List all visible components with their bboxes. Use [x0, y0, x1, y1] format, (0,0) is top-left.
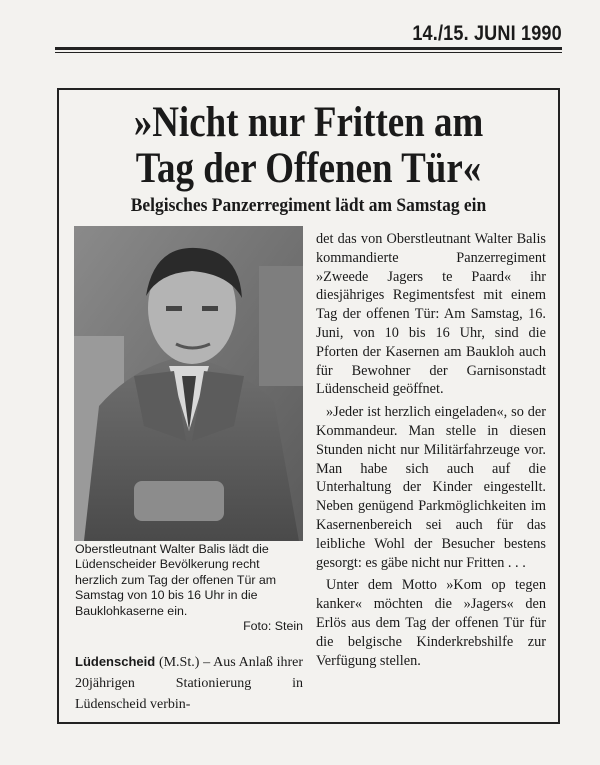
header-rule	[55, 47, 562, 50]
photo-caption	[75, 542, 303, 634]
headline	[94, 100, 523, 192]
caption-text: Oberstleutnant Walter Balis lädt die Lüdenscheider Bevölkerung recht herzlich zum Tag der offenen Tür am Samstag von 10 bis 16 Uhr in die Bauklohkaserne ein.	[75, 542, 277, 618]
portrait-photo-icon	[74, 226, 303, 541]
photo-credit: Foto: Stein	[243, 619, 303, 634]
subheadline: Belgisches Panzerregiment lädt am Samstag ein	[130, 195, 487, 216]
headline-line-1: »Nicht nur Fritten am	[133, 99, 484, 146]
dateline: Lüdenscheid	[75, 654, 156, 669]
issue-date: 14./15. JUNI 1990	[412, 22, 562, 45]
byline: (M.St.)	[158, 655, 200, 670]
article-box	[57, 88, 560, 724]
article-body-right-column	[316, 230, 546, 670]
paragraph: Unter dem Motto »Kom op tegen kanker« möchten die »Jagers« den Erlös aus dem Tag der offenen Tür für die belgische Kinderkrebshilfe zur Verfügung stellen.	[316, 577, 546, 669]
headline-line-2: Tag der Offenen Tür«	[135, 145, 482, 192]
paragraph: det das von Oberstleutnant Walter Balis kommandierte Panzerregiment »Zweede Jagers te Paard« ihr diesjähriges Regimentsfest mit einem Tag der offenen Tür: Am Samstag, 16. Juni, von 10 bis 16 Uhr, sind die Pforten der Kasernen am Baukloh auch für Bewohner der Garnisonstadt Lüdenscheid geöffnet.	[316, 231, 546, 398]
body-text-left: – Aus Anlaß ihrer 20jährigen Stationierung in Lüdenscheid verbin-	[75, 655, 304, 712]
article-body-start	[75, 651, 303, 715]
portrait-photo	[74, 226, 303, 541]
paragraph: »Jeder ist herzlich eingeladen«, so der Kommandeur. Man stelle in diesen Stunden nicht nur Militärfahrzeuge vor. Man habe sich auch auf die Unterhaltung der Kinder eingestellt. Neben genügend Parkmöglichkeiten im Kasernenbereich sei auch für das leibliche Wohl der Besucher bestens gesorgt: es gäbe nicht nur Fritten . . .	[316, 404, 546, 571]
header-rule-thin	[55, 52, 562, 53]
